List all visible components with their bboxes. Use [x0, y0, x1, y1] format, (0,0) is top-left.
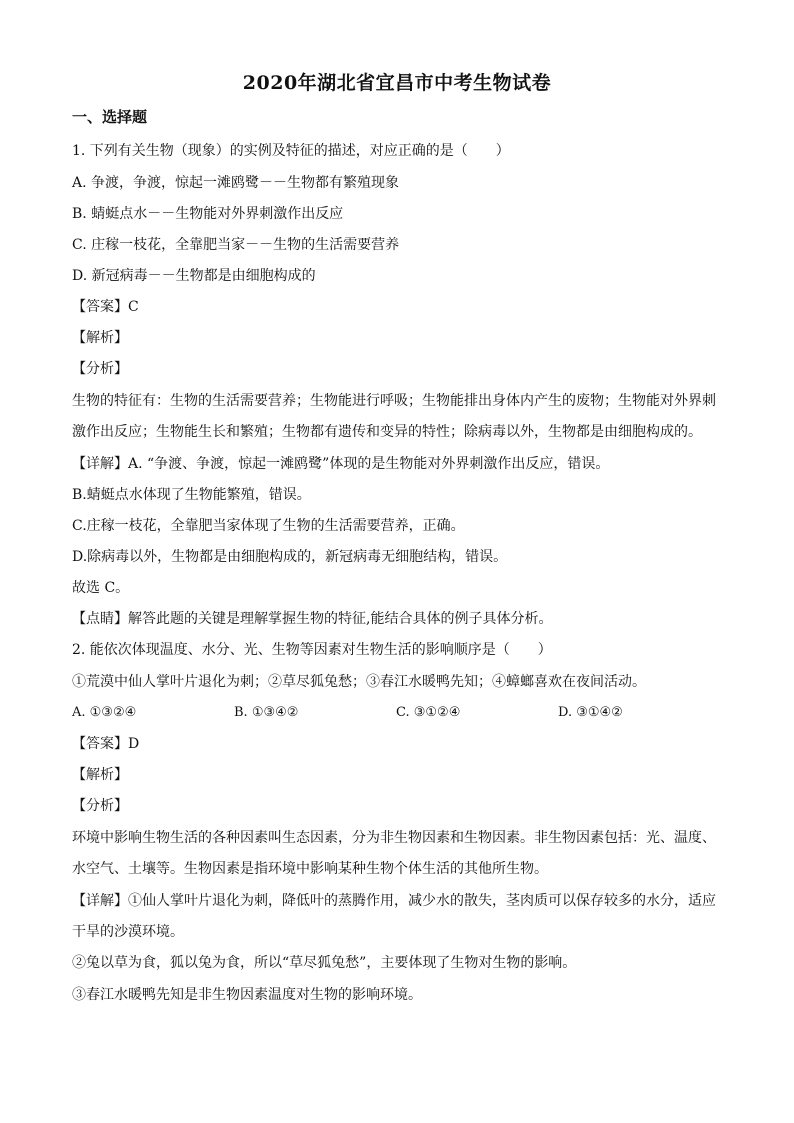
- q2-option-d: D. ③①④②: [558, 705, 623, 720]
- q1-option-c: C. 庄稼一枝花，全靠肥当家－－生物的生活需要营养: [72, 237, 400, 253]
- q2-stem: 2. 能依次体现温度、水分、光、生物等因素对生物生活的影响顺序是（ ）: [72, 642, 552, 658]
- page-title: 2020年湖北省宜昌市中考生物试卷: [242, 72, 552, 94]
- q1-analysis-line: 激作出反应；生物能生长和繁殖；生物都有遗传和变异的特性；除病毒以外，生物都是由细胞构成的。: [72, 424, 702, 440]
- q2-option-c: C. ③①②④: [396, 705, 461, 720]
- q1-option-a: A. 争渡，争渡，惊起一滩鸥鹭－－生物都有繁殖现象: [72, 175, 400, 191]
- q2-analysis-line: 环境中影响生物生活的各种因素叫生态因素，分为非生物因素和生物因素。非生物因素包括：光、温度、: [72, 830, 716, 846]
- q1-detail-line: C.庄稼一枝花，全靠肥当家体现了生物的生活需要营养，正确。: [72, 518, 465, 534]
- q2-fenxi-label: 【分析】: [72, 798, 128, 814]
- q1-comment: 【点睛】解答此题的关键是理解掌握生物的特征,能结合具体的例子具体分析。: [72, 611, 553, 627]
- q2-detail-line: 干旱的沙漠环境。: [72, 924, 184, 940]
- q2-examples: ①荒漠中仙人掌叶片退化为刺；②草尽狐兔愁；③春江水暖鸭先知；④蟑螂喜欢在夜间活动。: [72, 674, 646, 690]
- section-heading: 一、选择题: [72, 108, 148, 126]
- q1-jiexi-label: 【解析】: [72, 330, 128, 346]
- q2-analysis-line: 水空气、土壤等。生物因素是指环境中影响某种生物个体生活的其他所生物。: [72, 861, 548, 877]
- q1-detail-line: D.除病毒以外，生物都是由细胞构成的，新冠病毒无细胞结构，错误。: [72, 549, 508, 565]
- q1-detail-line: 【详解】A. “争渡、争渡，惊起一滩鸥鹭”体现的是生物能对外界刺激作出反应，错误。: [72, 456, 610, 472]
- q1-analysis-line: 生物的特征有：生物的生活需要营养；生物能进行呼吸；生物能排出身体内产生的废物；生物能对外界刺: [72, 393, 716, 409]
- q2-detail-line: 【详解】①仙人掌叶片退化为刺，降低叶的蒸腾作用，减少水的散失，茎肉质可以保存较多的水分，适应: [72, 893, 716, 909]
- q2-detail-line: ③春江水暖鸭先知是非生物因素温度对生物的影响环境。: [72, 987, 422, 1003]
- q1-option-d: D. 新冠病毒－－生物都是由细胞构成的: [72, 268, 316, 284]
- q1-conclusion: 故选 C。: [72, 580, 130, 596]
- q2-option-a: A. ①③②④: [72, 705, 137, 720]
- q2-option-b: B. ①③④②: [234, 705, 299, 720]
- q1-option-b: B. 蜻蜓点水－－生物能对外界刺激作出反应: [72, 206, 344, 222]
- q1-fenxi-label: 【分析】: [72, 361, 128, 377]
- q2-detail-line: ②兔以草为食，狐以兔为食，所以“草尽狐兔愁”，主要体现了生物对生物的影响。: [72, 955, 577, 971]
- q2-answer: 【答案】D: [72, 736, 140, 752]
- q1-answer: 【答案】C: [72, 299, 139, 315]
- q1-detail-line: B.蜻蜓点水体现了生物能繁殖，错误。: [72, 487, 311, 503]
- q1-stem: 1. 下列有关生物（现象）的实例及特征的描述，对应正确的是（ ）: [72, 143, 510, 159]
- q2-jiexi-label: 【解析】: [72, 767, 128, 783]
